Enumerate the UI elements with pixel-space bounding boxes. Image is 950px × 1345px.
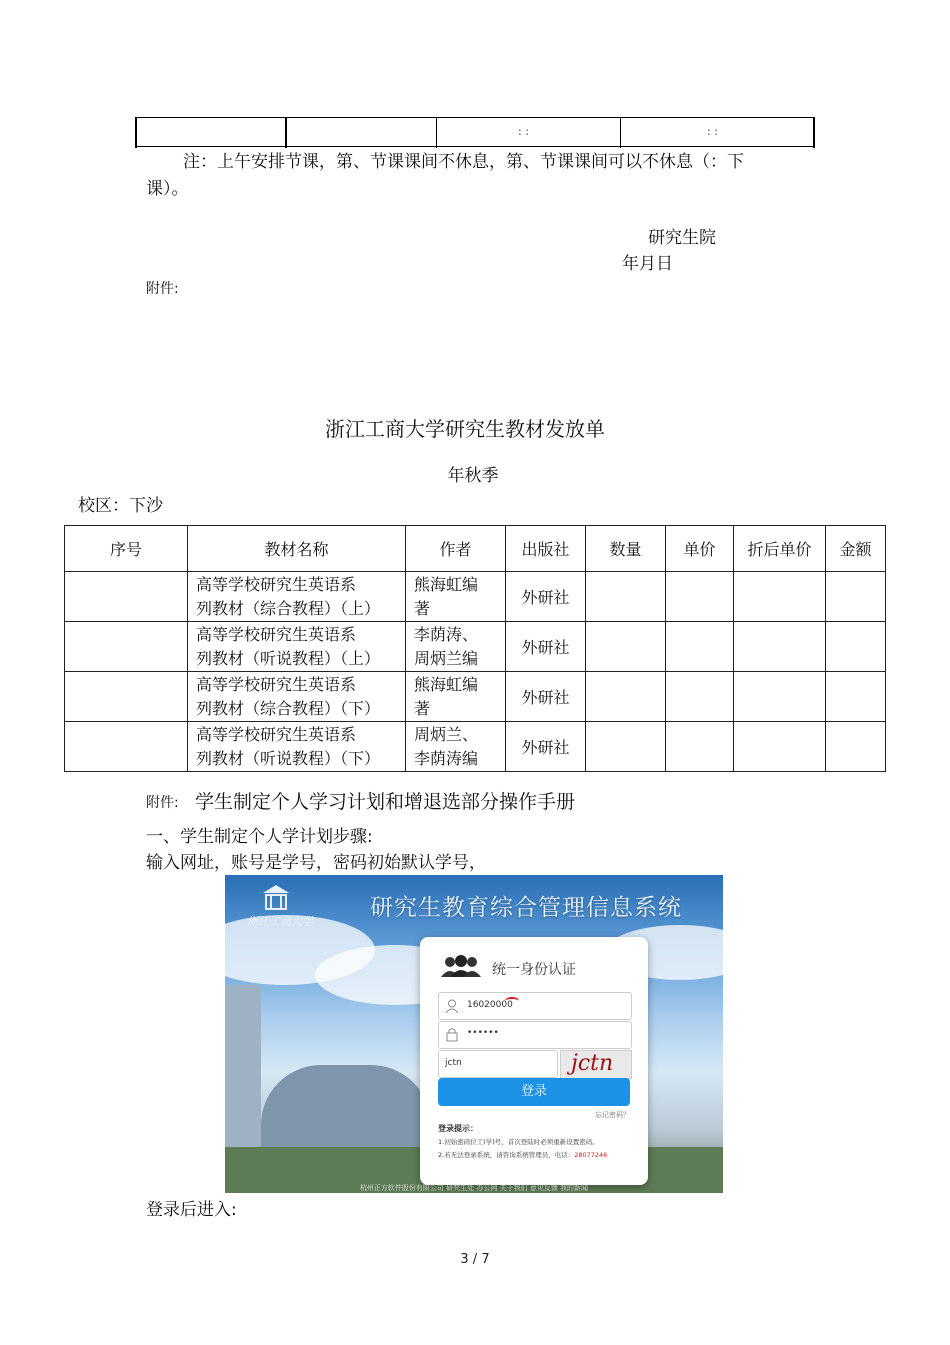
password-value: •••••• (467, 1028, 499, 1038)
table-row (65, 622, 886, 672)
lock-icon (445, 1027, 459, 1042)
table-cell (586, 572, 666, 622)
username-field[interactable] (438, 992, 632, 1020)
table-cell (65, 572, 188, 622)
book-name-cell (188, 722, 406, 772)
redaction-mark (505, 997, 519, 1005)
author-cell (406, 672, 506, 722)
campus-building (261, 1065, 431, 1160)
login-panel (420, 937, 648, 1185)
screenshot-footer: 杭州正方软件股份有限公司 研究生处 办公网 关于我们 意见反馈 我的新闻 (359, 1184, 589, 1192)
tip-2-text: 2.若无法登录系统，请咨询系统管理员，电话： (438, 1151, 575, 1159)
table-cell (65, 622, 188, 672)
table-header-row (65, 526, 886, 572)
top-table-fragment (135, 117, 815, 147)
book-name-line: 高等学校研究生英语系 (196, 574, 357, 594)
header-cell: 教材名称 (188, 526, 406, 572)
book-name-cell (188, 672, 406, 722)
author-cell (406, 722, 506, 772)
table-cell (826, 622, 886, 672)
system-title: 研究生教育综合管理信息系统 (370, 895, 682, 921)
captcha-input[interactable] (438, 1050, 558, 1078)
table-cell (666, 722, 734, 772)
textbook-table (64, 525, 886, 772)
table-cell (586, 672, 666, 722)
author-line: 著 (414, 698, 431, 718)
book-name-line: 高等学校研究生英语系 (196, 724, 357, 744)
tip-2 (438, 1150, 607, 1159)
table-cell (586, 622, 666, 672)
table-cell: : : (518, 125, 529, 138)
note-line-2: 课）。 (146, 179, 189, 199)
login-button[interactable]: 登录 (438, 1078, 630, 1106)
table-cell (734, 622, 826, 672)
table-cell (666, 572, 734, 622)
table-divider (620, 117, 621, 148)
table-cell (826, 572, 886, 622)
tip-2-phone: 28077246 (574, 1151, 608, 1159)
table-cell (666, 672, 734, 722)
forgot-password-link[interactable]: 忘记密码？ (595, 1111, 630, 1119)
author-line: 熊海虹编 (414, 674, 479, 694)
table-divider (813, 117, 815, 148)
author-cell (406, 572, 506, 622)
book-name-line: 列教材（听说教程）（上） (196, 648, 381, 668)
book-name-line: 高等学校研究生英语系 (196, 674, 357, 694)
author-cell (406, 622, 506, 672)
after-login-text: 登录后进入: (146, 1200, 237, 1220)
table-cell (826, 722, 886, 772)
page-number: 3 / 7 (460, 1252, 490, 1267)
header-cell: 出版社 (506, 526, 586, 572)
attachment-label: 附件: (146, 795, 179, 811)
author-line: 周炳兰、 (414, 724, 479, 744)
note-line-1: 注：上午安排节课，第、节课课间不休息，第、节课课间可以不休息（：下 (183, 152, 744, 172)
form-season: 年秋季 (447, 466, 499, 486)
auth-title: 统一身份认证 (492, 962, 576, 978)
table-cell (65, 722, 188, 772)
author-line: 李荫涛编 (414, 748, 479, 768)
captcha-input-value: jctn (445, 1058, 462, 1068)
user-icon (445, 999, 459, 1013)
tip-1: 1.初始密码位工(学)号，首次登陆时必须重新设置密码。 (438, 1138, 599, 1146)
table-cell (826, 672, 886, 722)
table-cell (734, 722, 826, 772)
tips-title: 登录提示： (438, 1124, 478, 1133)
book-name-line: 列教材（听说教程）（下） (196, 748, 381, 768)
author-line: 周炳兰编 (414, 648, 479, 668)
table-row (65, 672, 886, 722)
book-name-line: 列教材（综合教程）（上） (196, 598, 381, 618)
step1-description: 输入网址，账号是学号，密码初始默认学号， (146, 853, 486, 873)
login-screenshot (225, 875, 723, 1193)
university-logo-icon (261, 883, 291, 913)
header-cell: 单价 (666, 526, 734, 572)
manual-title: 学生制定个人学习计划和增退选部分操作手册 (195, 791, 576, 813)
table-cell: : : (707, 125, 718, 138)
table-cell (734, 572, 826, 622)
author-line: 李荫涛、 (414, 624, 479, 644)
header-cell: 数量 (586, 526, 666, 572)
logo-text: 浙江工商大学 (247, 915, 313, 928)
book-name-line: 列教材（综合教程）（下） (196, 698, 381, 718)
table-row (65, 722, 886, 772)
attachment-label: 附件: (146, 281, 179, 297)
publisher-cell: 外研社 (506, 622, 586, 672)
table-cell (65, 672, 188, 722)
publisher-cell: 外研社 (506, 572, 586, 622)
signature-dept: 研究生院 (648, 228, 716, 248)
signature-date: 年月日 (622, 254, 673, 274)
author-line: 著 (414, 598, 431, 618)
captcha-image[interactable] (560, 1050, 632, 1079)
captcha-text: jctn (571, 1051, 614, 1076)
table-cell (586, 722, 666, 772)
table-row (65, 572, 886, 622)
table-cell (734, 672, 826, 722)
table-divider (436, 117, 437, 148)
header-cell: 折后单价 (734, 526, 826, 572)
form-title: 浙江工商大学研究生教材发放单 (325, 417, 605, 441)
book-name-cell (188, 572, 406, 622)
table-divider (135, 117, 137, 148)
table-cell (666, 622, 734, 672)
book-name-line: 高等学校研究生英语系 (196, 624, 357, 644)
step1-heading: 一、学生制定个人学计划步骤: (146, 827, 373, 847)
header-cell: 作者 (406, 526, 506, 572)
username-value: 16020000 (467, 1000, 513, 1010)
header-cell: 金额 (826, 526, 886, 572)
publisher-cell: 外研社 (506, 722, 586, 772)
table-divider (285, 117, 287, 148)
users-icon (440, 955, 482, 977)
publisher-cell: 外研社 (506, 672, 586, 722)
password-field[interactable] (438, 1021, 632, 1049)
form-campus: 校区：下沙 (78, 496, 163, 516)
author-line: 熊海虹编 (414, 574, 479, 594)
book-name-cell (188, 622, 406, 672)
header-cell: 序号 (65, 526, 188, 572)
